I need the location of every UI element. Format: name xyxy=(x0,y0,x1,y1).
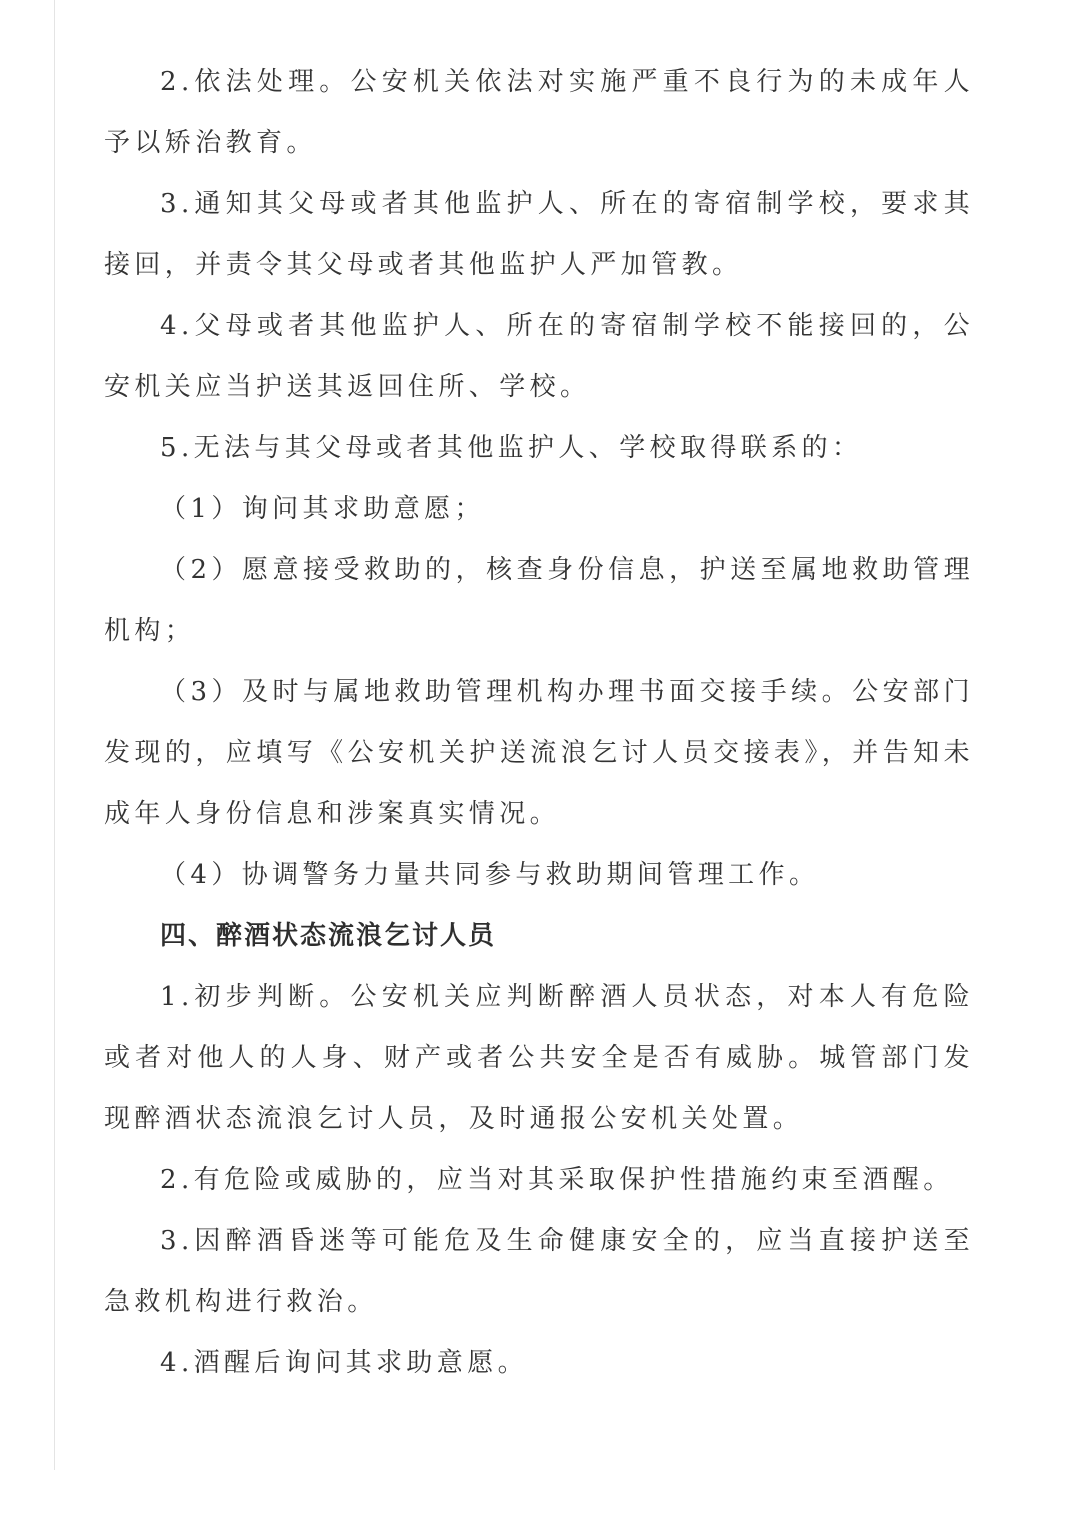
page-margin-rule xyxy=(54,0,55,1470)
paragraph-item-2: （2）愿意接受救助的，核查身份信息，护送至属地救助管理机构； xyxy=(104,555,974,646)
section-paragraph-ask-willingness: 4.酒醒后询问其求助意愿。 xyxy=(160,1348,529,1378)
paragraph-item-4: （4）协调警务力量共同参与救助期间管理工作。 xyxy=(160,860,820,890)
section-paragraph-initial-judgment: 1.初步判断。公安机关应判断醉酒人员状态，对本人有危险或者对他人的人身、财产或者公共安全是否有威胁。城管部门发现醉酒状态流浪乞讨人员，及时通报公安机关处置。 xyxy=(104,982,974,1134)
paragraph-item-3: （3）及时与属地救助管理机构办理书面交接手续。公安部门发现的，应填写《公安机关护送流浪乞讨人员交接表》，并告知未成年人身份信息和涉案真实情况。 xyxy=(104,677,974,829)
paragraph-escort-home: 4.父母或者其他监护人、所在的寄宿制学校不能接回的，公安机关应当护送其返回住所、学校。 xyxy=(104,311,974,402)
paragraph-notify-guardians: 3.通知其父母或者其他监护人、所在的寄宿制学校，要求其接回，并责令其父母或者其他监护人严加管教。 xyxy=(104,189,974,280)
paragraph-item-1: （1）询问其求助意愿； xyxy=(160,494,485,524)
document-page xyxy=(104,52,974,1394)
section-paragraph-protective-measures: 2.有危险或威胁的，应当对其采取保护性措施约束至酒醒。 xyxy=(160,1165,954,1195)
section-paragraph-emergency-care: 3.因醉酒昏迷等可能危及生命健康安全的，应当直接护送至急救机构进行救治。 xyxy=(104,1226,974,1317)
section-heading: 四、醉酒状态流浪乞讨人员 xyxy=(160,921,497,951)
paragraph-legal-handling: 2.依法处理。公安机关依法对实施严重不良行为的未成年人予以矫治教育。 xyxy=(104,67,974,158)
paragraph-no-contact: 5.无法与其父母或者其他监护人、学校取得联系的： xyxy=(160,433,863,463)
